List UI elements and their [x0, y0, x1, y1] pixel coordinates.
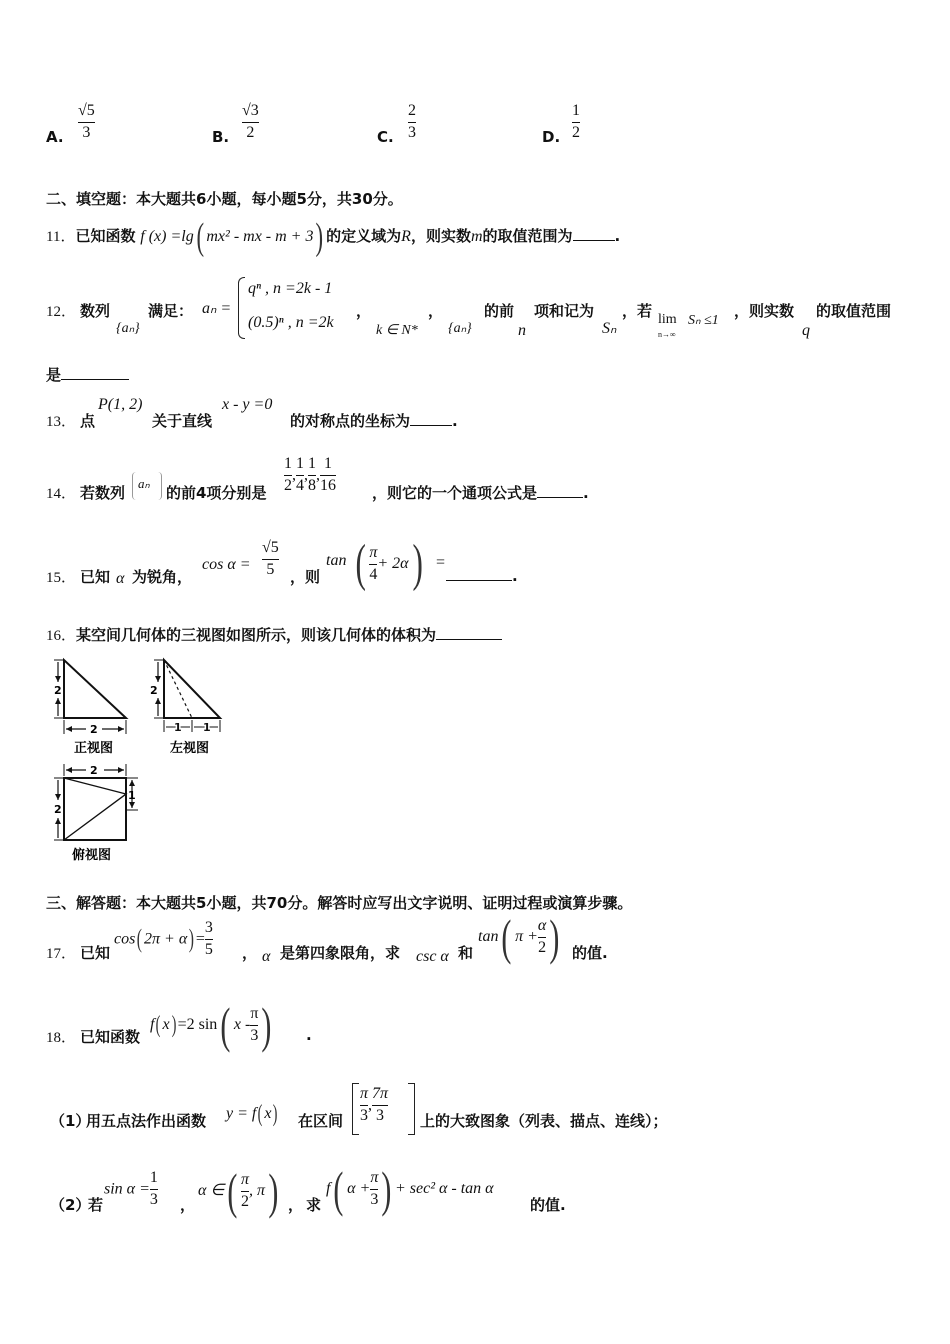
q18-part2-interval: α ∈( $\frac{\pi}{2}$ , π) — [198, 1163, 279, 1219]
q13-answer-blank[interactable] — [410, 411, 452, 426]
q15-tail — [446, 566, 518, 585]
q18-part2-rest: + sec² α - tan α — [394, 1180, 494, 1197]
section-3-heading: 三、解答题：本大题共5小题，共70分。解答时应写出文字说明、证明过程或演算步骤。 — [46, 894, 633, 912]
front-view-height: 2 — [54, 684, 62, 697]
q18-part1-text-2: 在区间 — [298, 1112, 344, 1130]
q18-period: . — [306, 1026, 312, 1044]
q15-tan: tan — [326, 552, 347, 569]
q15-cos-den: 5 — [266, 560, 275, 578]
q15-text-3: ，则 — [290, 568, 321, 586]
q15-eq: = — [436, 554, 446, 571]
q12-lim: lim — [658, 312, 677, 327]
q12-text-3: 的前 — [484, 302, 515, 320]
q13-text-2: 关于直线 — [152, 412, 213, 430]
side-view-hidden-edge — [164, 660, 192, 718]
option-a-fraction — [78, 103, 95, 142]
q14-seq: aₙ — [138, 476, 150, 491]
q15-cos-num: √5 — [262, 539, 279, 556]
side-view-width-1: 1 — [174, 721, 182, 734]
q12-seq-2: {aₙ} — [448, 321, 472, 336]
q11-func: f (x) =lg — [140, 228, 194, 245]
q14-frac-3 — [308, 456, 316, 495]
option-b-label: B. — [212, 128, 230, 146]
q18-part1-a-den: 3 — [360, 1106, 368, 1124]
q15-pi-den: 4 — [369, 565, 378, 583]
q17-cos: cos — [114, 930, 136, 948]
q12-brace — [238, 277, 245, 339]
q17-text-1: 已知 — [80, 944, 111, 962]
option-b-denominator: 2 — [246, 123, 255, 141]
q16-answer-blank[interactable] — [436, 625, 502, 640]
q18-number: 18． — [46, 1030, 77, 1046]
q18-part2-q-num: π — [370, 1168, 379, 1186]
q18-part2-q-den: 3 — [370, 1190, 379, 1208]
q17-frac-num: 3 — [204, 919, 213, 936]
q18-part1-b-den: 3 — [376, 1106, 385, 1124]
q18-part2-f-expr: f( α + $\frac{\pi}{3}$ ) + sec² α - tan α — [326, 1161, 494, 1217]
q16-text: 某空间几何体的三视图如图所示，则该几何体的体积为 — [76, 626, 437, 644]
q14-frac-1-num: 1 — [284, 455, 292, 472]
q15-period: . — [512, 567, 518, 585]
q12-line-2 — [46, 364, 129, 385]
q11-text-1: 已知函数 — [75, 227, 136, 245]
front-view-triangle — [64, 660, 126, 718]
q14-number: 14． — [46, 486, 77, 502]
q18-part1-interval: $\frac{\pi}{3}$ , $\frac{7\pi}{3}$ — [360, 1085, 389, 1124]
q12-an: aₙ = — [202, 300, 232, 317]
option-b-numerator: √3 — [242, 102, 259, 119]
side-view-width-2: 1 — [203, 721, 211, 734]
option-d-denominator: 2 — [572, 123, 580, 141]
q17-eq: = — [195, 930, 205, 948]
q18-part1-y: y = f — [226, 1105, 257, 1122]
q14-text-3: ，则它的一个通项公式是 — [372, 484, 538, 502]
q12-Sn: Sₙ — [602, 320, 617, 337]
q11-R: R — [401, 228, 411, 245]
q18-part1-b-num: 7π — [372, 1085, 389, 1102]
q14-frac-1 — [284, 456, 292, 495]
option-d-fraction — [572, 103, 580, 142]
q11-answer-blank[interactable] — [573, 226, 615, 241]
q18-f: f — [150, 1016, 155, 1033]
q14-frac-4 — [320, 456, 336, 495]
q14-tail — [372, 482, 589, 503]
q18-func-expr: f( x) =2 sin( x - $\frac{\pi}{3}$ ) — [150, 997, 272, 1053]
top-view-square — [64, 778, 126, 840]
q18-part2-sin-den: 3 — [149, 1190, 158, 1208]
q18-pi-num: π — [250, 1004, 259, 1022]
q15-tan-arg: ( $\frac{\pi}{4}$ + 2α) — [355, 535, 423, 592]
side-view-height: 2 — [150, 684, 158, 697]
q12-q: q — [802, 322, 810, 339]
option-d-label: D. — [542, 128, 561, 146]
q18-pi-den: 3 — [250, 1026, 259, 1044]
q11-text-4: 的取值范围为 — [482, 227, 573, 245]
q18-part2-alpha: α + — [347, 1180, 371, 1197]
q12-comma: ， — [356, 302, 372, 320]
q18-part2-comma-2: ， — [288, 1196, 304, 1214]
q13-line: x - y =0 — [222, 396, 273, 413]
option-d-numerator: 1 — [572, 102, 580, 119]
q12-comma-2: ， — [428, 302, 444, 320]
q18-part2-comma: ， — [180, 1196, 196, 1214]
q13-period: . — [452, 412, 458, 430]
q15-plus: + 2α — [377, 555, 409, 572]
option-a-label: A. — [46, 128, 64, 146]
q15-pi-num: π — [369, 543, 378, 561]
q13-text-3: 的对称点的坐标为 — [290, 412, 411, 430]
q18-part2-pi-num: π — [241, 1170, 250, 1188]
q14-frac-4-den: 16 — [320, 476, 336, 494]
q15-text-2: 为锐角， — [132, 568, 193, 586]
q17-alpha: α — [262, 948, 271, 965]
q12-number: 12． — [46, 304, 77, 320]
q18-part1-label: （1） — [50, 1112, 91, 1130]
section-2-heading: 二、填空题：本大题共6小题，每小题5分，共30分。 — [46, 190, 403, 208]
top-view-triangle — [64, 778, 126, 840]
q14-text-2: 的前4项分别是 — [166, 484, 267, 502]
q13-text-1: 点 — [80, 412, 96, 430]
q18-part1-left-bracket — [352, 1083, 359, 1135]
q15-cos: cos α = — [202, 556, 251, 573]
q14-frac-3-num: 1 — [308, 455, 316, 472]
q18-part2-text-3: 的值. — [530, 1196, 566, 1214]
question-11: 11．已知函数 f (x) =lg( mx² - mx - m + 3) 的定义域为R，则实数m的取值范围为 . — [46, 216, 621, 258]
q17-frac-den: 5 — [204, 940, 213, 958]
q12-k: k ∈ N* — [376, 323, 418, 338]
q18-eq: =2 sin — [177, 1016, 218, 1033]
q18-arg: x - — [233, 1016, 251, 1033]
q17-alpha-num: α — [537, 916, 547, 934]
q15-number: 15． — [46, 570, 77, 586]
q17-number: 17． — [46, 946, 77, 962]
top-view — [54, 764, 138, 863]
q11-text-3: ，则实数 — [410, 227, 471, 245]
q17-tan-expr: tan( π + $\frac{\alpha}{2}$ ) — [478, 909, 560, 965]
q17-text-3: 和 — [458, 944, 474, 962]
option-a-denominator: 3 — [82, 123, 91, 141]
top-view-right-dim: 1 — [128, 789, 136, 802]
q16-number: 16． — [46, 628, 77, 644]
q14-frac-4-num: 1 — [324, 455, 332, 472]
q14-frac-2 — [296, 456, 304, 495]
q12-n: n — [518, 322, 526, 339]
q12-text-4: 项和记为 — [534, 302, 595, 320]
q18-part1-text-3: 上的大致图象（列表、描点、连线）； — [420, 1112, 668, 1130]
q18-part1-y-expr: y = f( x) — [226, 1101, 278, 1127]
q11-text-2: 的定义域为 — [326, 227, 402, 245]
top-view-width: 2 — [90, 764, 98, 777]
q17-cos-expr: cos( 2π + α) = $\frac{3}{5}$ — [114, 919, 213, 958]
q15-answer-blank[interactable] — [446, 566, 512, 581]
q18-part2-text-2: 求 — [306, 1196, 322, 1214]
q12-text-7: 的取值范围 — [816, 302, 892, 320]
front-view-width: 2 — [90, 723, 98, 736]
q12-text-8: 是 — [46, 366, 62, 384]
q15-alpha: α — [116, 570, 125, 587]
top-view-label: 俯视图 — [72, 848, 112, 863]
q12-seq: {aₙ} — [116, 321, 140, 336]
q12-lim-sub: n→∞ — [658, 330, 676, 339]
side-view-triangle — [164, 660, 220, 718]
side-view-label: 左视图 — [170, 741, 210, 756]
three-views-figure — [46, 652, 286, 867]
q18-part2-sin-expr — [104, 1170, 158, 1209]
top-view-height: 2 — [54, 803, 62, 816]
option-b-fraction — [242, 103, 259, 142]
option-c-fraction — [408, 103, 416, 142]
q15-cos-fraction — [262, 540, 279, 579]
q18-x: x — [162, 1016, 170, 1033]
q18-part2-in: α ∈ — [198, 1182, 225, 1199]
option-c-numerator: 2 — [408, 102, 416, 119]
q11-m: m — [470, 228, 483, 245]
q14-frac-2-den: 4 — [296, 476, 304, 494]
q17-comma: ， — [242, 944, 258, 962]
q12-lim-expr: Sₙ ≤1 — [688, 313, 719, 328]
front-view — [54, 660, 126, 756]
q17-csc: csc α — [416, 948, 449, 965]
q12-text-2: 满足： — [148, 302, 194, 320]
q18-part2-pi: , π — [249, 1182, 266, 1199]
option-c-label: C. — [377, 128, 394, 146]
q18-part1-right-bracket — [408, 1083, 415, 1135]
q12-text-6: ，则实数 — [734, 302, 795, 320]
q14-answer-blank[interactable] — [537, 483, 583, 498]
q18-part2-sin: sin α = — [104, 1180, 150, 1198]
q17-arg: 2π + α — [144, 930, 188, 948]
q12-text-5: ，若 — [622, 302, 653, 320]
q17-text-4: 的值. — [572, 944, 608, 962]
q18-part2-pi-den: 2 — [241, 1192, 249, 1210]
q12-text-1: 数列 — [80, 302, 111, 320]
q18-part1-a-num: π — [360, 1085, 369, 1102]
q13-tail — [290, 410, 458, 431]
q18-part1-x: x — [264, 1105, 272, 1122]
q12-answer-blank[interactable] — [61, 365, 129, 380]
q18-part2-f: f — [326, 1180, 331, 1197]
q18-text-1: 已知函数 — [80, 1028, 141, 1046]
q12-case-2: (0.5)ⁿ , n =2k — [248, 314, 334, 331]
q18-part2-sin-num: 1 — [149, 1169, 158, 1186]
q18-part2-text-1: 若 — [88, 1196, 104, 1214]
q17-alpha-den: 2 — [538, 938, 547, 956]
q11-inner: mx² - mx - m + 3 — [206, 228, 314, 245]
option-c-denominator: 3 — [408, 123, 416, 141]
q17-tan-arg: π + — [515, 928, 538, 945]
q18-part2-label: （2） — [50, 1196, 91, 1214]
q17-text-2: 是第四象限角，求 — [280, 944, 401, 962]
q11-number: 11． — [46, 229, 76, 245]
q14-text-1: 若数列 — [80, 484, 126, 502]
q18-part1-text-1: 用五点法作出函数 — [86, 1112, 207, 1130]
q13-number: 13． — [46, 414, 77, 430]
q14-period: . — [583, 484, 589, 502]
question-16 — [46, 624, 502, 645]
front-view-label: 正视图 — [74, 741, 114, 756]
q13-point: P(1, 2) — [98, 396, 143, 413]
q14-frac-2-num: 1 — [296, 455, 304, 472]
q15-text-1: 已知 — [80, 568, 111, 586]
q17-tan: tan — [478, 928, 499, 945]
q14-frac-3-den: 8 — [308, 476, 316, 494]
q12-case-1: qⁿ , n =2k - 1 — [248, 280, 333, 297]
side-view — [150, 660, 220, 756]
q14-fractions: $\frac{1}{2}$ , $\frac{1}{4}$ , $\frac{1}{8}$ , $\frac{1}{16}$ — [284, 455, 336, 494]
option-a-numerator: √5 — [78, 102, 95, 119]
q11-period: . — [614, 227, 621, 245]
q14-frac-1-den: 2 — [284, 476, 292, 494]
